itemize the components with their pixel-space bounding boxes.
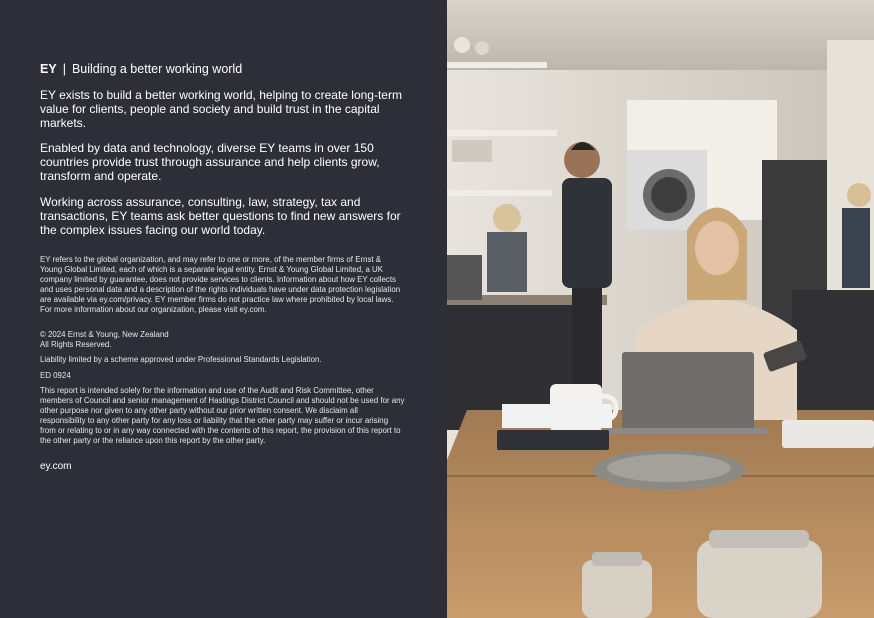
kitchen-family-photo-icon [447,0,874,618]
legal-about: EY refers to the global organization, and may refer to one or more, of the member firms of Ernst & Young Global Limited, each of which is a separate legal entity. Ernst & Young Global Limited, a UK company limited by guarantee, does not provide services to clients. Information about how EY collects and uses personal data and a description of the rights individuals have under data protection legislation are available via ey.com/privacy. EY member firms do not practice law where prohibited by local laws. For more information about our organization, please visit ey.com. [40,255,401,314]
copyright-line-2: All Rights Reserved. [40,340,112,349]
tagline: Building a better working world [71,62,243,76]
liability-notice: Liability limited by a scheme approved under Professional Standards Legislation. [40,355,322,364]
intro-paragraph-2: Enabled by data and technology, diverse EY teams in over 150 countries provide trust through assurance and help clients grow, transform and operate. [40,141,380,184]
intro-paragraph-3: Working across assurance, consulting, law, strategy, tax and transactions, EY teams ask better questions to find new answers for the complex issues facing our world today. [40,195,401,238]
ey-brand: EY [40,62,57,76]
ed-code: ED 0924 [40,371,71,380]
intro-paragraph-1: EY exists to build a better working world, helping to create long-term value for clients, people and society and build trust in the capital markets. [40,88,402,131]
header-separator: | [62,62,66,76]
report-notice: This report is intended solely for the information and use of the Audit and Risk Committee, other members of Council and senior management of Hastings District Council and should not be used for any other purpose nor given to any other party without our prior written consent. We disclaim all responsibility to any other party for any loss or liability that the other party may suffer or incur arising from or relating to or in any way connected with the contents of this report, the provision of this report to the other party or the reliance upon this report by the other party. [40,386,405,445]
brand-header [40,61,242,77]
copyright-line-1: © 2024 Ernst & Young, New Zealand [40,330,169,339]
copyright-block [40,330,405,350]
website-link[interactable]: ey.com [40,461,72,472]
